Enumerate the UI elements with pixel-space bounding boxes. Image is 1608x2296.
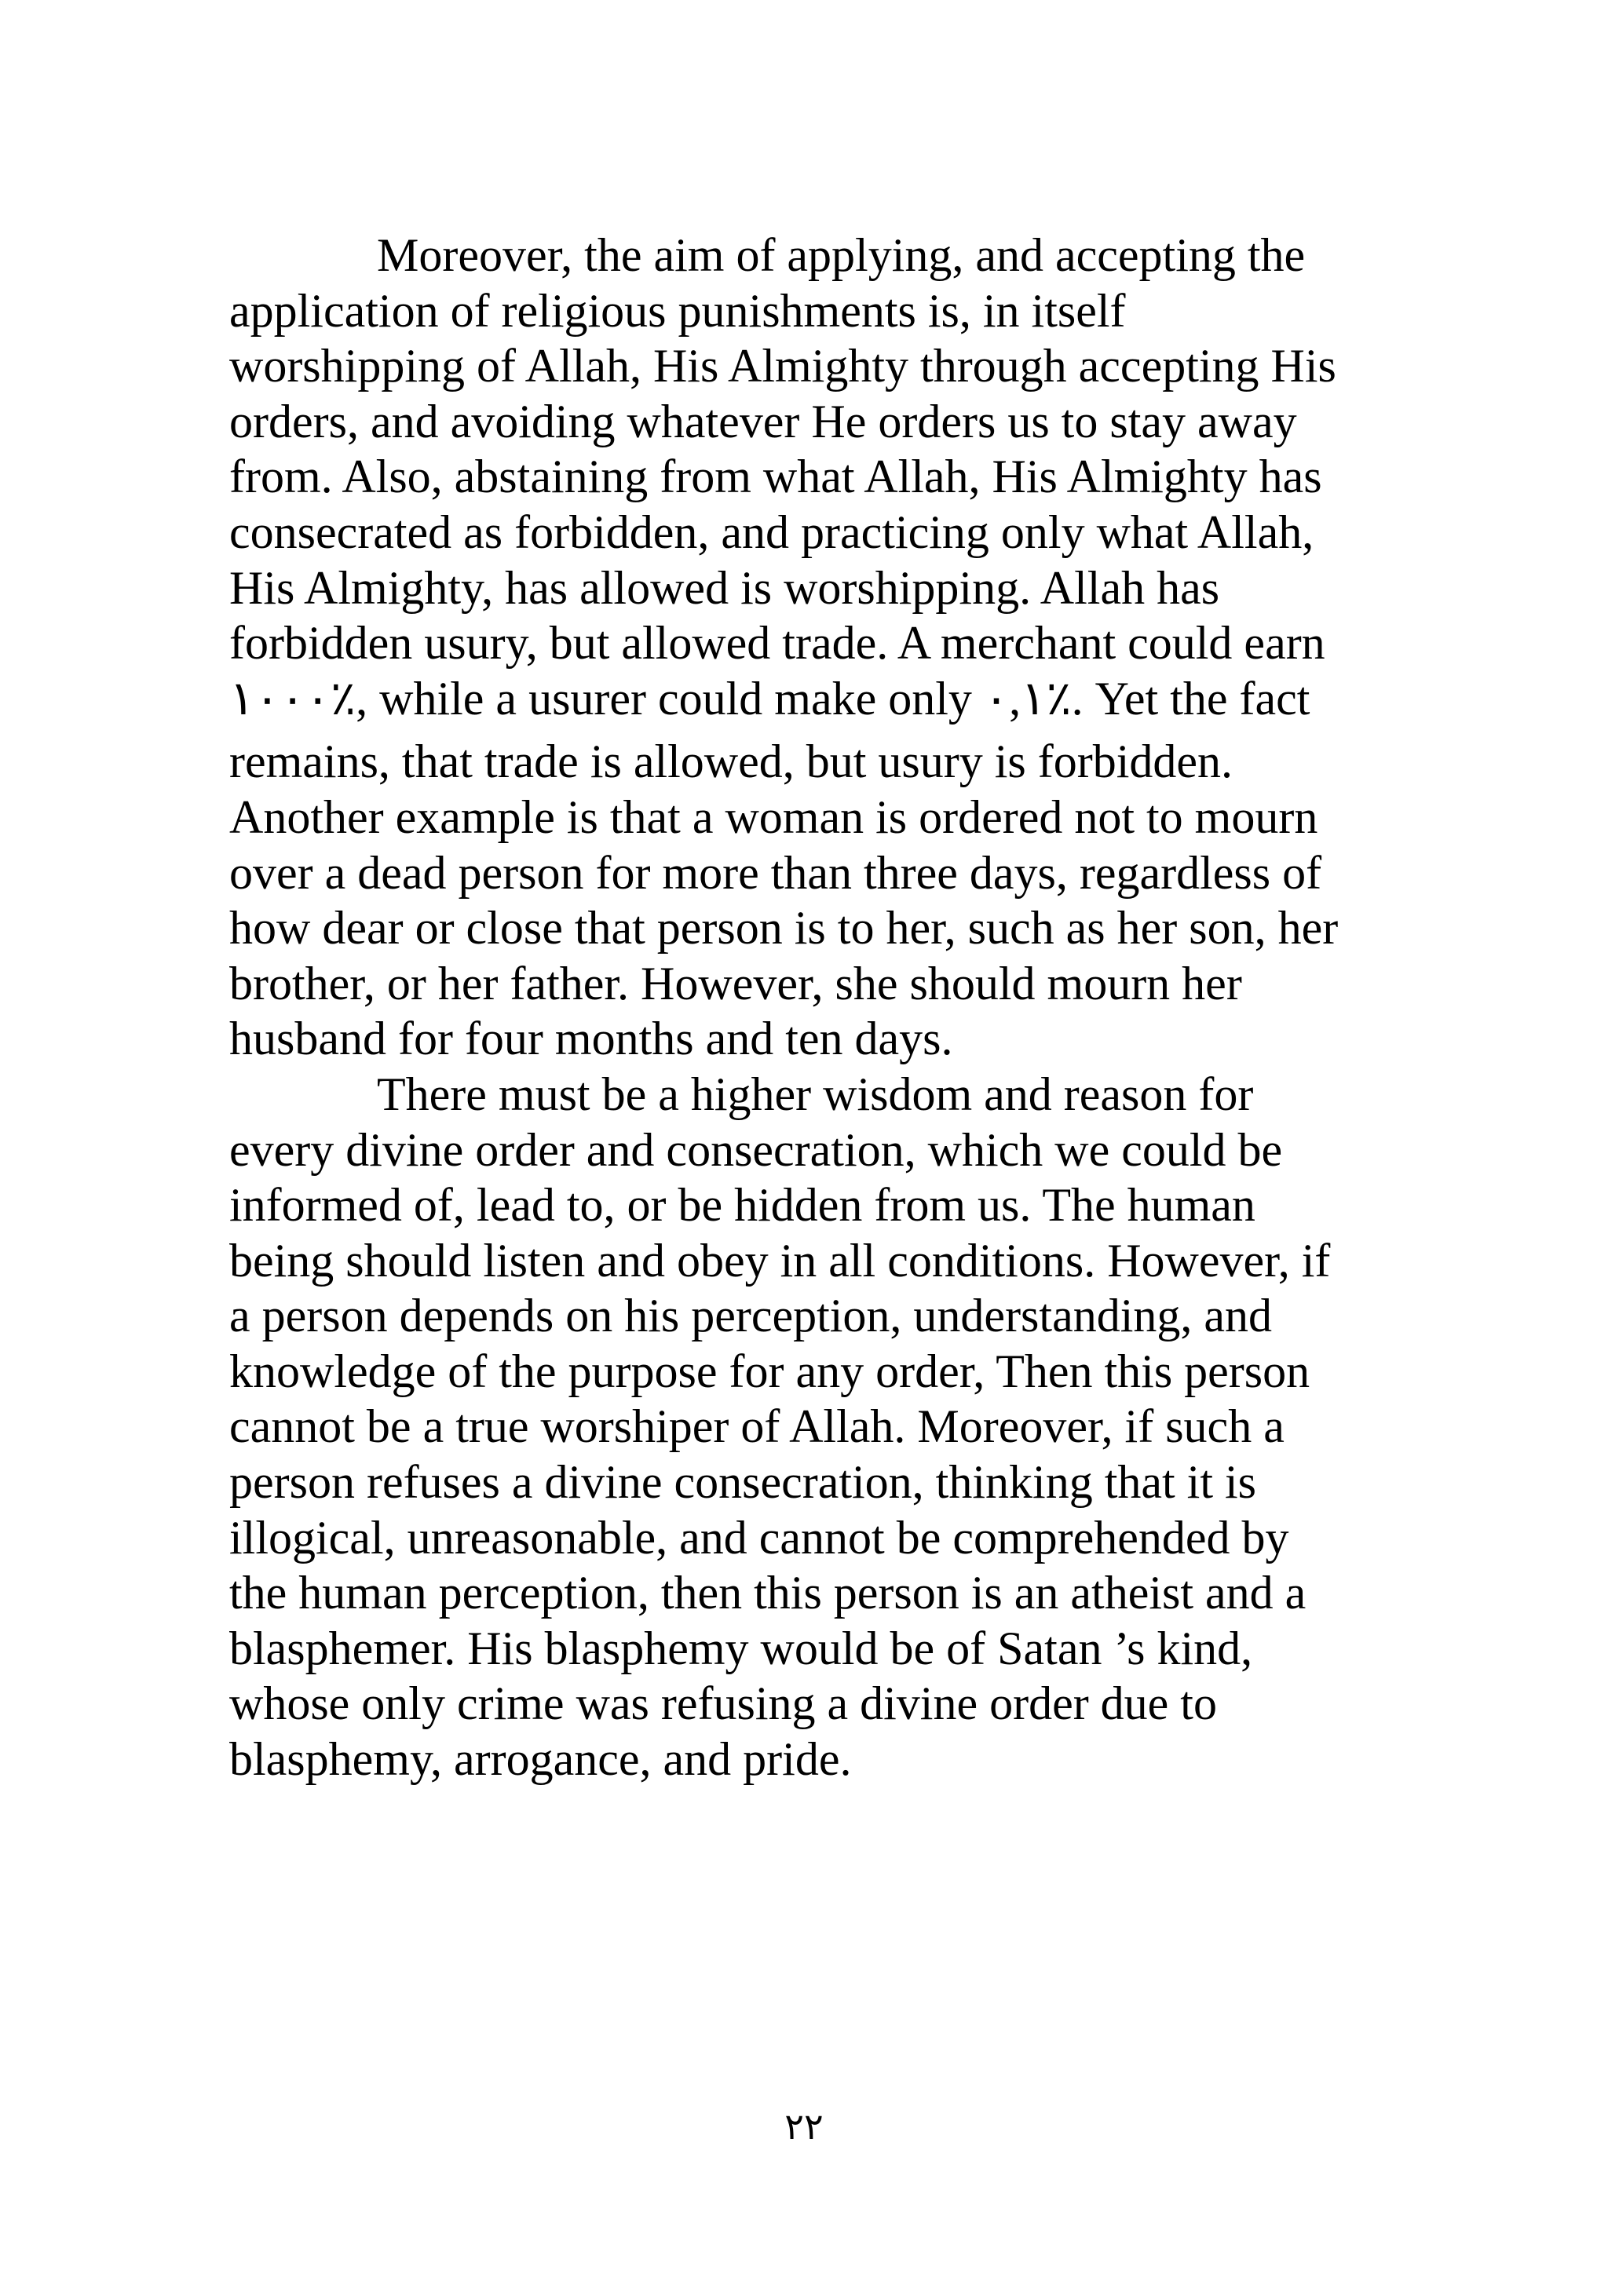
- paragraph-1: [229, 228, 1391, 1067]
- text-line: forbidden usury, but allowed trade. A merchant could earn: [229, 617, 1325, 670]
- text-line: consecrated as forbidden, and practicing only what Allah,: [229, 506, 1314, 558]
- text-line: from. Also, abstaining from what Allah, His Almighty has: [229, 451, 1322, 503]
- text-line: whose only crime was refusing a divine order due to: [229, 1677, 1217, 1730]
- text-line: blasphemer. His blasphemy would be of Satan ’s kind,: [229, 1622, 1253, 1674]
- text-line: cannot be a true worshiper of Allah. Moreover, if such a: [229, 1400, 1285, 1453]
- text-line: worshipping of Allah, His Almighty through accepting His: [229, 340, 1336, 392]
- text-line: every divine order and consecration, which we could be: [229, 1123, 1283, 1176]
- paragraph-2: [229, 1067, 1391, 1787]
- text-line: blasphemy, arrogance, and pride.: [229, 1733, 852, 1786]
- text-line: the human perception, then this person is an atheist and a: [229, 1567, 1306, 1619]
- text-line: ١٠٠٠٪, while a usurer could make only ٠,١٪. Yet the fact: [229, 672, 1310, 725]
- text-line: over a dead person for more than three days, regardless of: [229, 846, 1322, 899]
- page-number: ٢٢: [784, 2107, 824, 2147]
- text-line: informed of, lead to, or be hidden from us. The human: [229, 1179, 1255, 1232]
- text-line: Another example is that a woman is ordered not to mourn: [229, 790, 1318, 843]
- body-text: [229, 228, 1391, 1787]
- text-line: how dear or close that person is to her, such as her son, her: [229, 902, 1339, 955]
- text-line: brother, or her father. However, she should mourn her: [229, 957, 1242, 1009]
- text-line: orders, and avoiding whatever He orders us to stay away: [229, 395, 1297, 447]
- text-line: illogical, unreasonable, and cannot be comprehended by: [229, 1511, 1289, 1564]
- text-line: Moreover, the aim of applying, and accepting the: [377, 229, 1306, 281]
- text-line: being should listen and obey in all conditions. However, if: [229, 1234, 1331, 1287]
- text-line: application of religious punishments is, in itself: [229, 284, 1126, 337]
- text-line: person refuses a divine consecration, thinking that it is: [229, 1456, 1257, 1509]
- text-line: remains, that trade is allowed, but usury is forbidden.: [229, 736, 1233, 788]
- text-line: a person depends on his perception, understanding, and: [229, 1290, 1272, 1342]
- text-line: husband for four months and ten days.: [229, 1013, 953, 1065]
- text-line: knowledge of the purpose for any order, Then this person: [229, 1345, 1310, 1397]
- text-line: His Almighty, has allowed is worshipping. Allah has: [229, 561, 1220, 614]
- text-line: There must be a higher wisdom and reason for: [377, 1068, 1254, 1120]
